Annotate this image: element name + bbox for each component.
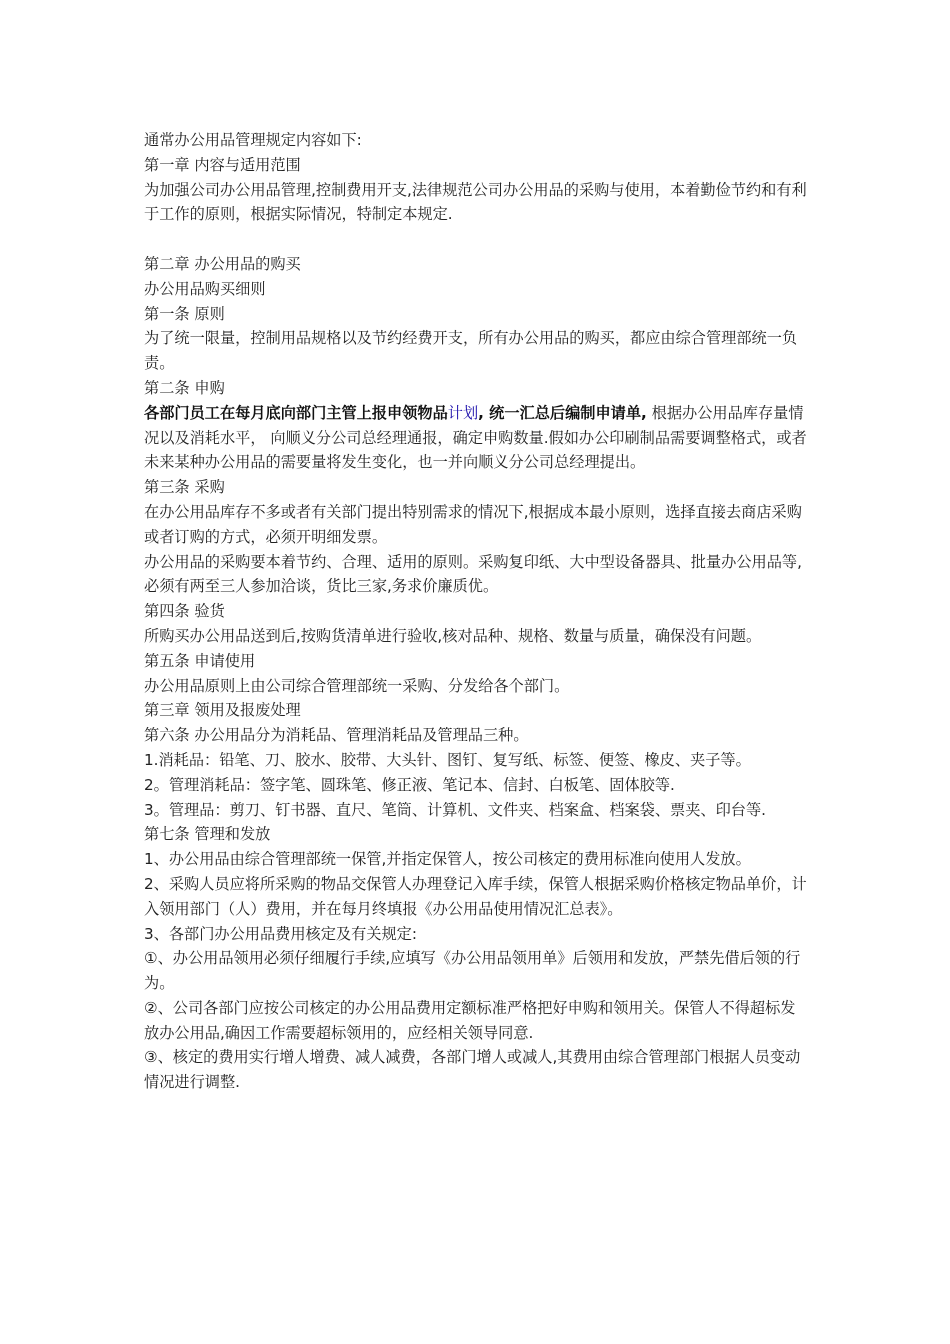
rule-2-paragraph: 2、采购人员应将所采购的物品交保管人办理登记入库手续，保管人根据采购价格核定物品单价，计入领用部门（人）费用，并在每月终填报《办公用品使用情况汇总表》。 bbox=[144, 874, 807, 918]
purchase-rules-heading: 办公用品购买细则 bbox=[144, 279, 266, 298]
consumables-item: 1.消耗品：铅笔、刀、胶水、胶带、大头针、图钉、复写纸、标签、便签、橡皮、夹子等。 bbox=[144, 750, 751, 769]
managed-items-item: 3。管理品：剪刀、钉书器、直尺、笔筒、计算机、文件夹、档案盒、档案袋、票夹、印台等. bbox=[144, 800, 766, 819]
chapter-3-heading: 第三章 领用及报废处理 bbox=[144, 701, 301, 720]
article-5-heading: 第五条 申请使用 bbox=[144, 651, 256, 670]
article-4-paragraph: 所购买办公用品送到后,按购货清单进行验收,核对品种、规格、数量与质量，确保没有问题。 bbox=[144, 626, 762, 645]
rule-3-heading: 3、各部门办公用品费用核定及有关规定: bbox=[144, 924, 417, 943]
article-1-heading: 第一条 原则 bbox=[144, 304, 225, 323]
article-2-paragraph bbox=[144, 401, 808, 475]
bold-text-2: , 统一汇总后编制申请单, bbox=[478, 403, 647, 422]
rule-3-3-paragraph: ③、核定的费用实行增人增费、减人减费，各部门增人或减人,其费用由综合管理部门根据人员变动情况进行调整. bbox=[144, 1048, 801, 1092]
intro-line: 通常办公用品管理规定内容如下: bbox=[144, 131, 362, 149]
article-3-paragraph-1: 在办公用品库存不多或者有关部门提出特别需求的情况下,根据成本最小原则，选择直接去商店采购或者订购的方式，必须开明细发票。 bbox=[144, 502, 802, 546]
rule-3-2-paragraph: ②、公司各部门应按公司核定的办公用品费用定额标准严格把好申购和领用关。保管人不得超标发放办公用品,确因工作需要超标领用的，应经相关领导同意. bbox=[144, 998, 796, 1042]
bold-text-1: 各部门员工在每月底向部门主管上报申领物品 bbox=[144, 403, 448, 422]
rule-3-1-paragraph: ①、办公用品领用必须仔细履行手续,应填写《办公用品领用单》后领用和发放，严禁先借后领的行为。 bbox=[144, 949, 801, 993]
managed-consumables-item: 2。管理消耗品：签字笔、圆珠笔、修正液、笔记本、信封、白板笔、固体胶等. bbox=[144, 775, 675, 794]
article-1-paragraph: 为了统一限量，控制用品规格以及节约经费开支，所有办公用品的购买，都应由综合管理部统一负责。 bbox=[144, 329, 798, 373]
article-3-paragraph-2: 办公用品的采购要本着节约、合理、适用的原则。采购复印纸、大中型设备器具、批量办公用品等,必须有两至三人参加洽谈，货比三家,务求价廉质优。 bbox=[144, 552, 802, 596]
chapter-2-heading: 第二章 办公用品的购买 bbox=[144, 254, 301, 273]
article-7-heading: 第七条 管理和发放 bbox=[144, 825, 271, 844]
article-2-rest: 根据办公用品库存量情况以及消耗水平， 向顺义分公司总经理通报，确定申购数量.假如办公印刷制品需要调整格式，或者未来某种办公用品的需要量将发生变化，也一并向顺义分公司总经理提出。 bbox=[144, 403, 807, 472]
article-4-heading: 第四条 验货 bbox=[144, 602, 225, 621]
article-6-heading: 第六条 办公用品分为消耗品、管理消耗品及管理品三种。 bbox=[144, 726, 529, 745]
article-2-heading: 第二条 申购 bbox=[144, 378, 225, 397]
article-3-heading: 第三条 采购 bbox=[144, 478, 225, 497]
document-body bbox=[144, 128, 808, 1095]
chapter-1-paragraph: 为加强公司办公用品管理,控制费用开支,法律规范公司办公用品的采购与使用，本着勤俭节约和有利于工作的原则，根据实际情况，特制定本规定. bbox=[144, 180, 807, 224]
blank-line bbox=[144, 227, 808, 252]
chapter-1-heading: 第一章 内容与适用范围 bbox=[144, 155, 301, 174]
article-5-paragraph: 办公用品原则上由公司综合管理部统一采购、分发给各个部门。 bbox=[144, 676, 570, 695]
rule-1-paragraph: 1、办公用品由综合管理部统一保管,并指定保管人，按公司核定的费用标准向使用人发放。 bbox=[144, 850, 751, 869]
plan-link[interactable]: 计划 bbox=[447, 403, 479, 422]
